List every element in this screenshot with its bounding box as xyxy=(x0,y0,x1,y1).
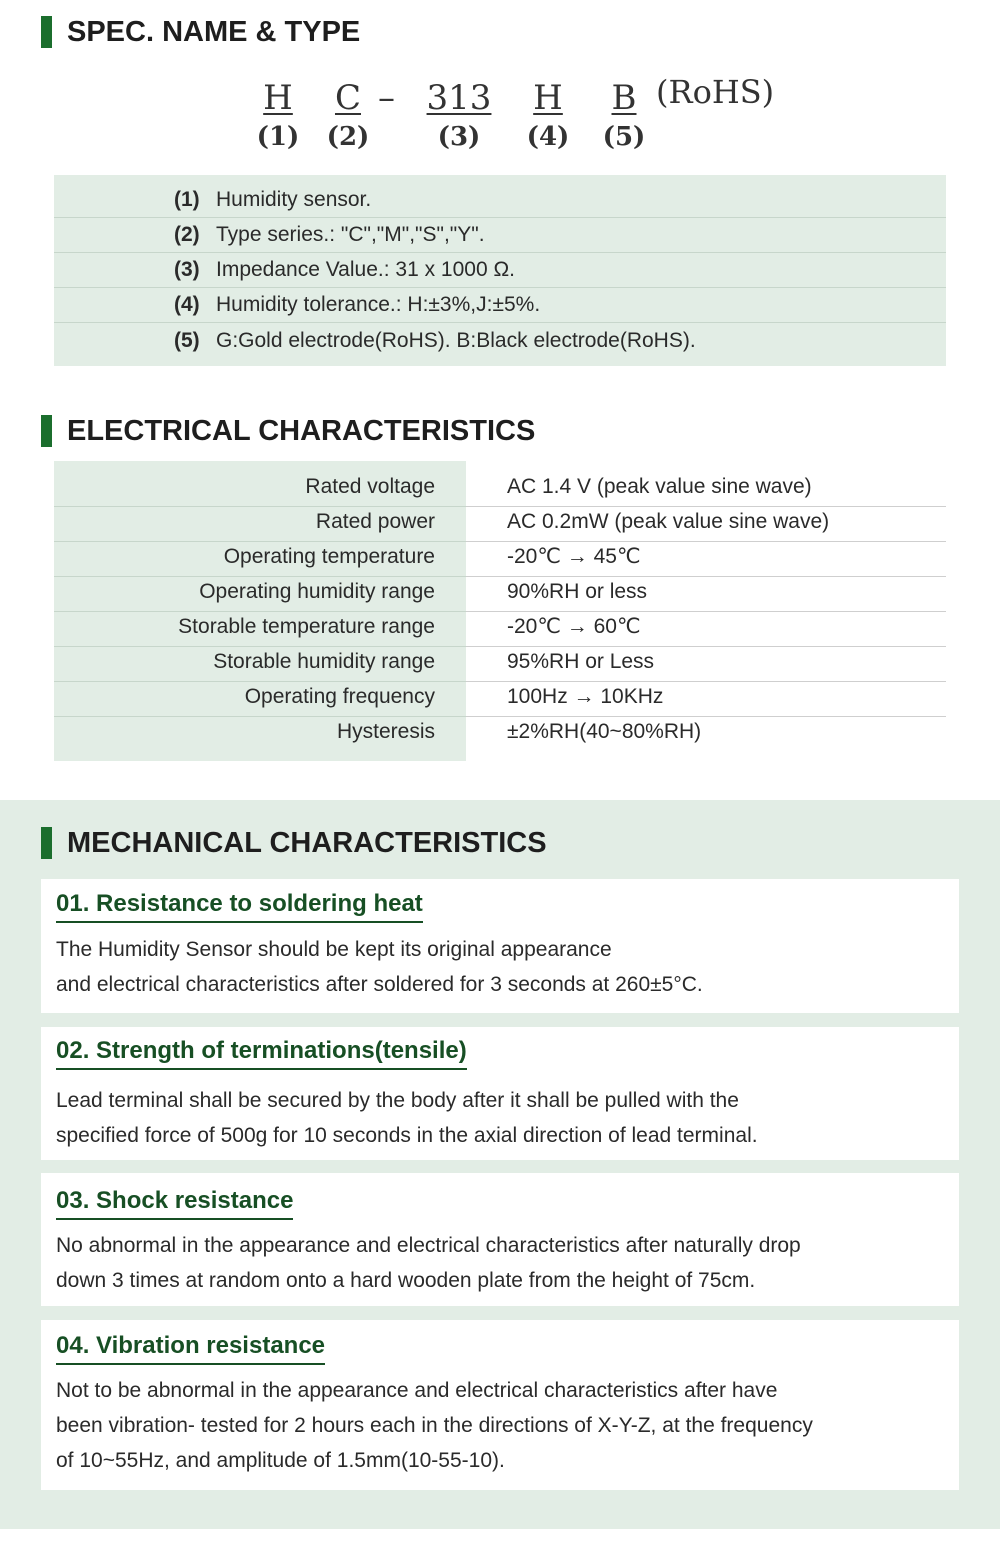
code-part-1: H (1) xyxy=(256,78,300,152)
card-body xyxy=(56,1083,951,1153)
mechanical-section-title: MECHANICAL CHARACTERISTICS xyxy=(67,826,547,859)
code-part-2: C (2) xyxy=(326,78,370,152)
spec-item xyxy=(54,183,946,218)
spec-item xyxy=(54,323,946,358)
table-row xyxy=(54,539,946,574)
row-label: Operating humidity range xyxy=(199,579,435,603)
code-rohs-suffix: (RoHS) xyxy=(656,73,775,111)
code-part-3: 313 (3) xyxy=(426,78,492,152)
spec-item-list xyxy=(54,175,946,366)
code-part-5: B (5) xyxy=(602,78,646,152)
row-value: -20℃ → 60℃ xyxy=(507,615,641,638)
row-value: 95%RH or Less xyxy=(507,649,655,673)
card-title: 03. Shock resistance xyxy=(56,1187,293,1220)
spec-item xyxy=(54,253,946,288)
electrical-section-header xyxy=(41,413,535,449)
card-title: 02. Strength of terminations(tensile) xyxy=(56,1037,467,1070)
row-label: Storable temperature range xyxy=(178,614,435,638)
table-row xyxy=(54,679,946,714)
card-title: 01. Resistance to soldering heat xyxy=(56,890,423,923)
code-dash: – xyxy=(378,78,395,118)
row-value: ±2%RH(40~80%RH) xyxy=(507,719,702,743)
card-body-line: and electrical characteristics after soldered for 3 seconds at 260±5°C. xyxy=(56,973,703,996)
card-body-line: of 10~55Hz, and amplitude of 1.5mm(10-55-10). xyxy=(56,1449,505,1472)
spec-item-number: (3) xyxy=(174,258,200,281)
table-row xyxy=(54,469,946,504)
spec-item-number: (5) xyxy=(174,328,200,352)
section-marker xyxy=(41,415,52,447)
card-body xyxy=(56,932,951,1002)
spec-section-title: SPEC. NAME & TYPE xyxy=(67,15,361,48)
row-value: AC 1.4 V (peak value sine wave) xyxy=(507,474,812,498)
mechanical-section-header xyxy=(41,825,547,861)
row-value: -20℃ → 45℃ xyxy=(507,545,641,568)
card-body-line: down 3 times at random onto a hard wooden plate from the height of 75cm. xyxy=(56,1269,756,1292)
row-label: Operating frequency xyxy=(244,684,435,708)
spec-item-number: (2) xyxy=(174,223,200,246)
card-body xyxy=(56,1373,951,1478)
spec-item-number: (4) xyxy=(174,293,200,316)
card-body-line: The Humidity Sensor should be kept its original appearance xyxy=(56,938,612,961)
card-body-line: Not to be abnormal in the appearance and electrical characteristics after have xyxy=(56,1379,778,1402)
table-row xyxy=(54,644,946,679)
table-row xyxy=(54,609,946,644)
card-body-line: Lead terminal shall be secured by the body after it shall be pulled with the xyxy=(56,1089,739,1112)
spec-item-text: Type series.: "C","M","S","Y". xyxy=(216,223,485,246)
mechanical-card xyxy=(41,879,959,1013)
mechanical-card xyxy=(41,1320,959,1490)
section-marker xyxy=(41,827,52,859)
spec-item xyxy=(54,218,946,253)
card-body xyxy=(56,1228,951,1298)
card-body-line: No abnormal in the appearance and electrical characteristics after naturally drop xyxy=(56,1234,801,1257)
row-value: AC 0.2mW (peak value sine wave) xyxy=(507,509,830,533)
spec-item-number: (1) xyxy=(174,188,200,211)
card-body-line: specified force of 500g for 10 seconds in the axial direction of lead terminal. xyxy=(56,1124,758,1147)
row-label: Rated power xyxy=(315,509,435,533)
mechanical-card xyxy=(41,1173,959,1306)
card-title: 04. Vibration resistance xyxy=(56,1332,325,1365)
row-label: Rated voltage xyxy=(305,474,435,498)
spec-item-text: Impedance Value.: 31 x 1000 Ω. xyxy=(216,258,516,281)
spec-item-text: Humidity tolerance.: H:±3%,J:±5%. xyxy=(216,293,541,316)
section-marker xyxy=(41,16,52,48)
card-body-line: been vibration- tested for 2 hours each in the directions of X-Y-Z, at the frequency xyxy=(56,1414,813,1437)
code-part-4: H (4) xyxy=(526,78,570,152)
spec-item-text: Humidity sensor. xyxy=(216,188,372,211)
spec-item-text: G:Gold electrode(RoHS). B:Black electrode(RoHS). xyxy=(216,328,696,352)
table-row xyxy=(54,714,946,749)
table-row xyxy=(54,574,946,609)
row-label: Hysteresis xyxy=(336,719,435,743)
row-value: 90%RH or less xyxy=(507,579,648,603)
spec-item xyxy=(54,288,946,323)
mechanical-card xyxy=(41,1027,959,1160)
spec-section-header xyxy=(41,14,360,50)
row-label: Operating temperature xyxy=(223,544,435,568)
type-code xyxy=(0,74,1000,164)
row-value: 100Hz → 10KHz xyxy=(507,684,664,708)
electrical-table xyxy=(54,461,946,761)
electrical-section-title: ELECTRICAL CHARACTERISTICS xyxy=(67,414,536,447)
table-row xyxy=(54,504,946,539)
row-label: Storable humidity range xyxy=(213,649,435,673)
